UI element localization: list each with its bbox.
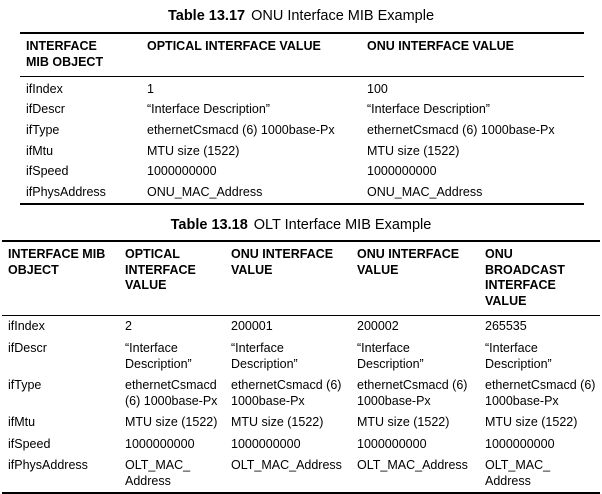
table-cell: MTU size (1522) bbox=[125, 415, 218, 429]
table-cell: OLT_MAC_Address bbox=[231, 458, 342, 472]
table-cell: MTU size (1522) bbox=[231, 415, 324, 429]
olt-interface-mib-table bbox=[2, 240, 600, 494]
table-cell: MTU size (1522) bbox=[357, 415, 450, 429]
table-cell: ifIndex bbox=[8, 319, 45, 333]
table-cell: 1000000000 bbox=[357, 436, 427, 451]
table-cell: 1 bbox=[147, 81, 154, 96]
table-cell: “Interface Description” bbox=[357, 341, 424, 371]
header-cell: INTERFACE MIB OBJECT bbox=[26, 39, 104, 69]
table-cell: “Interface Description” bbox=[231, 341, 298, 371]
table-row bbox=[20, 182, 584, 204]
table-cell: 100 bbox=[367, 81, 388, 96]
table-cell: ifIndex bbox=[26, 81, 63, 96]
table-cell: OLT_MAC_Address bbox=[357, 458, 468, 472]
caption-title: OLT Interface MIB Example bbox=[253, 217, 432, 233]
table-cell: ONU_MAC_Address bbox=[367, 185, 483, 200]
table-row bbox=[2, 338, 600, 375]
table-cell: ethernetCsmacd (6) 1000base-Px bbox=[357, 378, 468, 408]
table-cell: ifPhysAddress bbox=[26, 185, 106, 200]
table-cell: OLT_MAC_ Address bbox=[485, 458, 551, 488]
table-cell: ifMtu bbox=[8, 415, 36, 429]
table-cell: 1000000000 bbox=[367, 164, 437, 179]
caption-title: ONU Interface MIB Example bbox=[251, 8, 435, 24]
table-cell: ifDescr bbox=[26, 102, 65, 117]
table-cell: ethernetCsmacd (6) 1000base-Px bbox=[147, 122, 335, 137]
table-cell: ethernetCsmacd (6) 1000base-Px bbox=[125, 378, 218, 408]
caption-number: Table 13.17 bbox=[167, 8, 246, 24]
table-cell: ifType bbox=[8, 378, 42, 392]
table-cell: 1000000000 bbox=[147, 164, 217, 179]
table-row bbox=[20, 100, 584, 121]
table-cell: “Interface Description” bbox=[147, 102, 270, 117]
table-cell: ONU_MAC_Address bbox=[147, 185, 263, 200]
caption-number: Table 13.18 bbox=[170, 217, 248, 233]
header-cell: ONU INTERFACE VALUE bbox=[357, 247, 460, 277]
table-row bbox=[2, 375, 600, 412]
table-row bbox=[2, 412, 600, 434]
table-row bbox=[2, 316, 600, 339]
table-cell: 200002 bbox=[357, 319, 399, 333]
table-row bbox=[20, 77, 584, 100]
table-header-row bbox=[2, 241, 600, 316]
table-cell: ifSpeed bbox=[26, 164, 69, 179]
table-row bbox=[2, 434, 600, 456]
table-cell: 1000000000 bbox=[485, 436, 555, 451]
onu-interface-mib-table bbox=[20, 32, 584, 205]
table-cell: 1000000000 bbox=[125, 436, 195, 451]
table-cell: MTU size (1522) bbox=[147, 143, 240, 158]
table-cell: ifPhysAddress bbox=[8, 458, 88, 472]
table-cell: ethernetCsmacd (6) 1000base-Px bbox=[485, 378, 596, 408]
table-cell: ifMtu bbox=[26, 143, 54, 158]
header-cell: ONU INTERFACE VALUE bbox=[367, 39, 514, 53]
table-row bbox=[20, 141, 584, 162]
table-cell: ethernetCsmacd (6) 1000base-Px bbox=[367, 122, 555, 137]
table-cell: “Interface Description” bbox=[485, 341, 552, 371]
table-13-18-caption bbox=[0, 216, 602, 234]
table-header-row bbox=[20, 33, 584, 77]
table-cell: 2 bbox=[125, 319, 132, 333]
table-cell: MTU size (1522) bbox=[367, 143, 460, 158]
table-row bbox=[20, 120, 584, 141]
table-cell: ifType bbox=[26, 122, 60, 137]
table-cell: 200001 bbox=[231, 319, 273, 333]
table-cell: OLT_MAC_ Address bbox=[125, 458, 191, 488]
table-cell: MTU size (1522) bbox=[485, 415, 578, 429]
table-cell: 1000000000 bbox=[231, 436, 301, 451]
table-row bbox=[2, 455, 600, 493]
table-cell: “Interface Description” bbox=[367, 102, 490, 117]
header-cell: INTERFACE MIB OBJECT bbox=[8, 247, 106, 277]
table-cell: “Interface Description” bbox=[125, 341, 192, 371]
table-cell: ifDescr bbox=[8, 341, 47, 355]
header-cell: ONU BROADCAST INTERFACE VALUE bbox=[485, 247, 565, 308]
table-cell: ifSpeed bbox=[8, 436, 51, 451]
table-13-17-caption bbox=[0, 7, 602, 25]
table-row bbox=[20, 162, 584, 183]
header-cell: ONU INTERFACE VALUE bbox=[231, 247, 334, 277]
header-cell: OPTICAL INTERFACE VALUE bbox=[147, 39, 321, 53]
table-cell: 265535 bbox=[485, 319, 527, 333]
table-cell: ethernetCsmacd (6) 1000base-Px bbox=[231, 378, 342, 408]
header-cell: OPTICAL INTERFACE VALUE bbox=[125, 247, 196, 292]
